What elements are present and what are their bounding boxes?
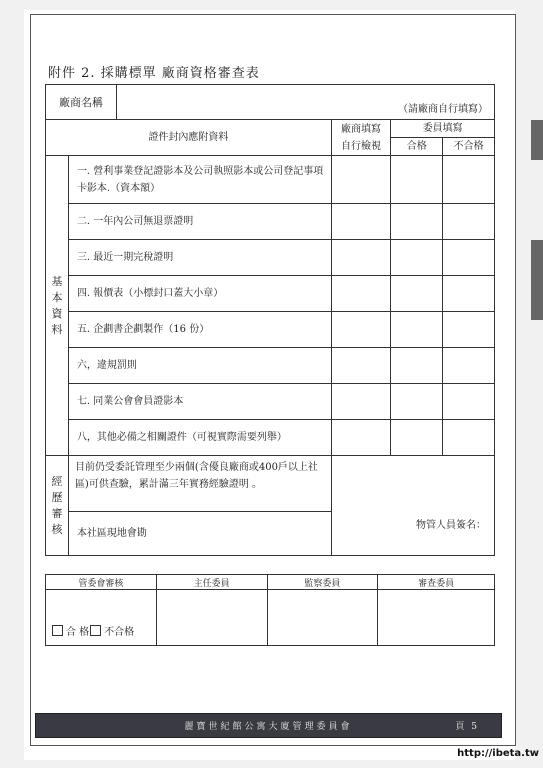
property-manager-signature[interactable]: 物管人員簽名： [416,519,486,531]
form-heading: 附件 2. 採購標單 廠商資格審查表 [48,66,260,81]
vendor-note: （請廠商自行填寫） [331,85,494,120]
review-header-supervisor: 監察委員 [267,575,378,590]
site-visit-row [46,512,495,556]
fail-cell[interactable] [443,348,495,384]
experience-requirement: 目前仍受委託管理至少兩個(含優良廠商或400戶以上社區)可供查驗，累計滿三年實務經驗證明 。 [68,456,331,512]
vendor-check-cell[interactable] [331,420,391,456]
pass-cell[interactable] [391,156,443,204]
site-visit-label: 本社區現地會勘 [68,512,331,556]
vendor-check-cell[interactable] [331,384,391,420]
pass-cell[interactable] [391,384,443,420]
fail-cell[interactable] [443,240,495,276]
vendor-name-label: 廠商名稱 [46,85,117,119]
pass-column-header: 合格 [391,138,443,156]
reviewer-signature-cell[interactable] [378,590,495,646]
experience-check-cell[interactable] [331,456,494,512]
review-header-reviewer: 審查委員 [378,575,495,590]
pass-checkbox[interactable] [52,625,63,636]
fail-cell[interactable] [443,156,495,204]
item-row [46,420,495,456]
fail-cell[interactable] [443,312,495,348]
edge-mark [531,120,543,160]
vendor-check-cell[interactable] [331,312,391,348]
review-header-chairman: 主任委員 [156,575,267,590]
vendor-fill-line2: 自行檢視 [341,140,382,152]
pass-cell[interactable] [391,204,443,240]
item-business-registration: 一. 營利事業登記證影本及公司執照影本或公司登記事項卡影本.（資本額） [68,156,331,204]
supervisor-signature-cell[interactable] [267,590,378,646]
qualification-table [45,84,495,556]
pass-label: 合 格 [66,627,90,638]
item-row [46,204,495,240]
item-other-documents: 八，其他必備之相關證件（可視實際需要列舉） [68,420,331,456]
fail-cell[interactable] [443,276,495,312]
pass-cell[interactable] [391,240,443,276]
vendor-check-cell[interactable] [331,240,391,276]
review-table [45,574,495,646]
documents-column-header: 證件封內應附資料 [46,120,332,156]
experience-row [46,456,495,512]
experience-section-label: 經 歷 審 核 [46,456,69,556]
item-row [46,240,495,276]
vendor-check-cell[interactable] [331,156,391,204]
fail-checkbox[interactable] [90,625,101,636]
pass-cell[interactable] [391,420,443,456]
vendor-fill-line1: 廠商填寫 [341,123,382,135]
footer-title: 麗寶世紀館公寓大廈管理委員會 [184,722,353,732]
vendor-check-cell[interactable] [331,204,391,240]
page-number: 頁 5 [455,722,479,732]
chairman-signature-cell[interactable] [156,590,267,646]
vendor-fill-header [331,120,391,156]
vendor-check-cell[interactable] [331,276,391,312]
item-row [46,276,495,312]
item-penalty-rules: 六，違規罰則 [68,348,331,384]
item-proposal: 五. 企劃書企劃製作（16 份） [68,312,331,348]
fail-cell[interactable] [443,384,495,420]
pass-cell[interactable] [391,348,443,384]
committee-decision [46,590,157,646]
committee-fill-header: 委員填寫 [391,120,495,138]
item-tax-proof: 三. 最近一期完稅證明 [68,240,331,276]
vendor-check-cell[interactable] [331,348,391,384]
edge-mark [531,240,543,320]
item-row [46,312,495,348]
fail-cell[interactable] [443,420,495,456]
item-no-bounced-cheque: 二. 一年內公司無退票證明 [68,204,331,240]
item-row [46,348,495,384]
vendor-name-row [46,85,495,120]
basic-section-label: 基 本 資 料 [46,156,69,456]
item-guild-membership: 七. 同業公會會員證影本 [68,384,331,420]
item-row [46,384,495,420]
review-header-committee: 管委會審核 [46,575,157,590]
vendor-name-field[interactable] [117,85,331,119]
pass-cell[interactable] [391,276,443,312]
fail-label: 不合格 [104,627,135,638]
watermark: http://ibeta.tw [457,748,539,759]
fail-column-header: 不合格 [443,138,495,156]
pass-cell[interactable] [391,312,443,348]
fail-cell[interactable] [443,204,495,240]
item-quotation: 四. 報價表（小標封口蓋大小章） [68,276,331,312]
footer-bar [35,713,502,738]
item-row [46,156,495,204]
